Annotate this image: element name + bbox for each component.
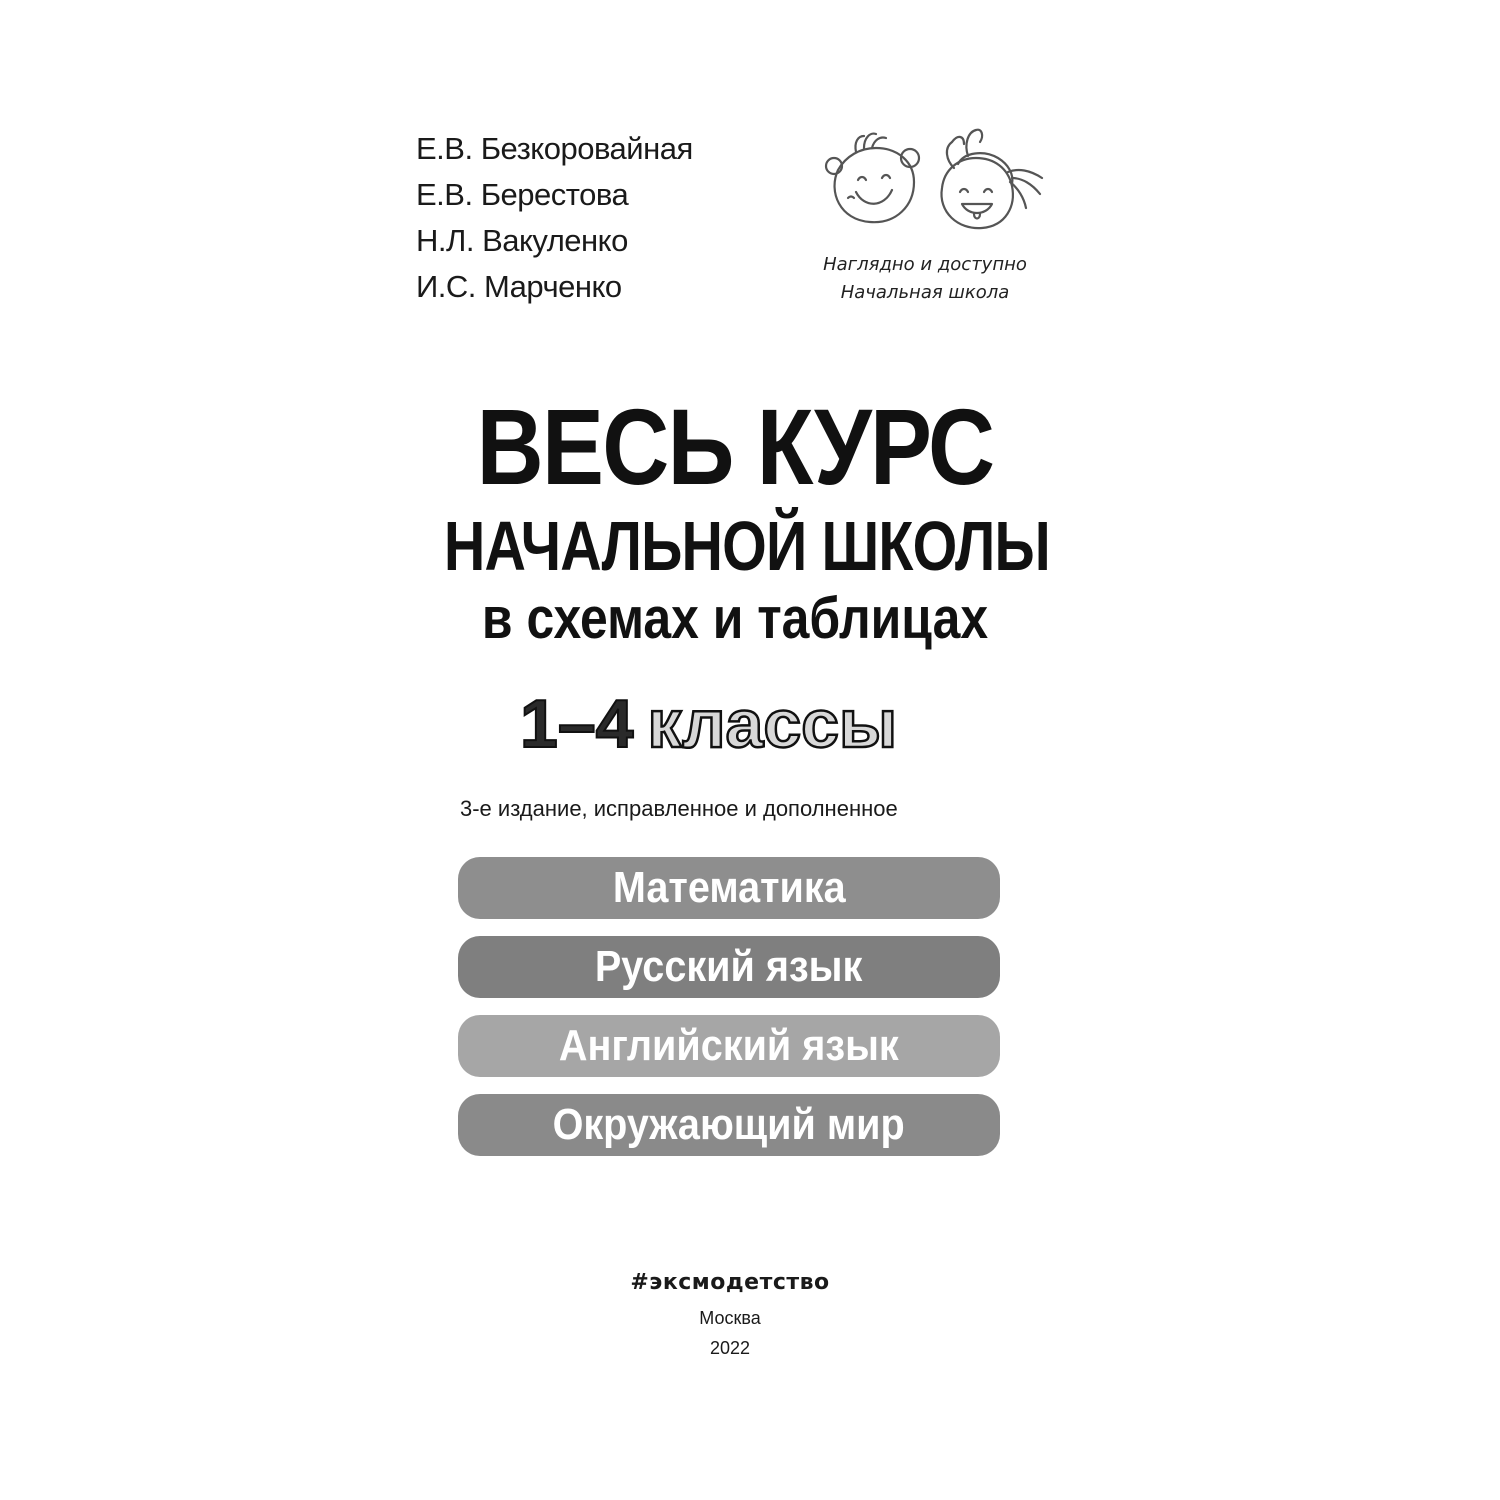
author-name: И.С. Марченко (416, 269, 622, 304)
subject-badge-english (458, 1015, 1000, 1077)
edition-note: 3-е издание, исправленное и дополненное (460, 796, 898, 821)
subject-badge-russian (458, 936, 1000, 998)
two-kids-faces-icon (818, 122, 1048, 237)
subject-badge-world (458, 1094, 1000, 1156)
authors-list (416, 126, 736, 310)
subject-label: Окружающий мир (552, 1100, 906, 1149)
publisher-footer (0, 1268, 1460, 1360)
grades-range: 1–4 (520, 686, 634, 762)
book-title (380, 388, 1090, 652)
author-name: Е.В. Берестова (416, 177, 629, 212)
publication-year: 2022 (709, 1338, 751, 1358)
author-name: Н.Л. Вакуленко (416, 223, 628, 258)
publisher-city: Москва (699, 1308, 761, 1328)
publisher-imprint: #эксмодетство (630, 1270, 830, 1295)
subjects-list (458, 857, 1000, 1173)
title-line-3: в схемах и таблицах (481, 586, 989, 651)
subject-label: Русский язык (595, 942, 863, 991)
series-subtitle: Начальная школа (840, 282, 1010, 303)
subject-label: Математика (612, 863, 846, 912)
subject-label: Английский язык (559, 1021, 899, 1070)
author-name: Е.В. Безкоровайная (416, 131, 693, 166)
title-line-1: ВЕСЬ КУРС (476, 386, 994, 507)
grades-label (520, 684, 960, 764)
series-title: Наглядно и доступно (823, 254, 1027, 275)
series-logo (790, 122, 1060, 312)
subject-badge-math (458, 857, 1000, 919)
title-line-2: НАЧАЛЬНОЙ ШКОЛЫ (443, 507, 1050, 585)
grades-word: классы (647, 686, 898, 762)
